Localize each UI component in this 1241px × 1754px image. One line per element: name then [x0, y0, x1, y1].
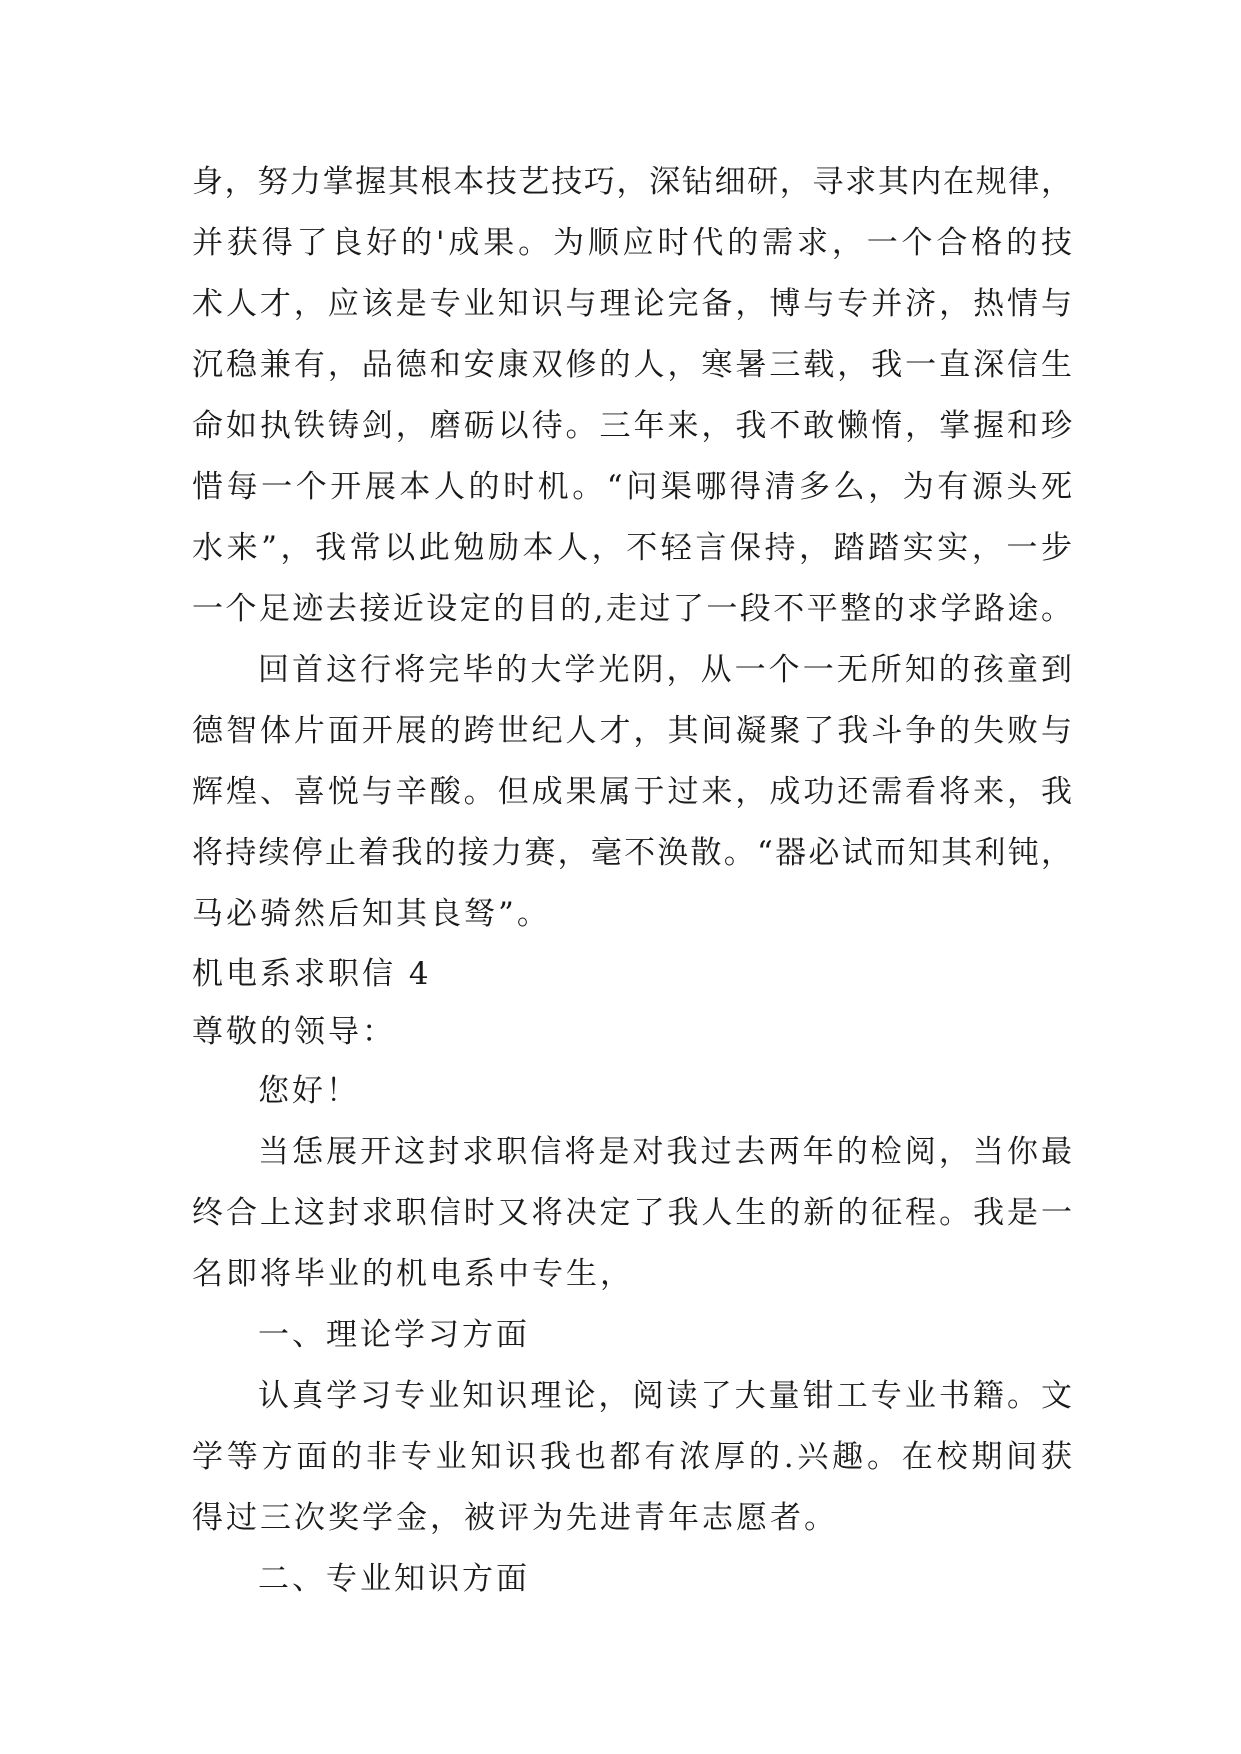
- text-line: 辉煌、喜悦与辛酸。但成果属于过来，成功还需看将来，我: [192, 774, 1072, 810]
- text-line: 身，努力掌握其根本技艺技巧，深钻细研，寻求其内在规律，: [192, 164, 1072, 200]
- text-line: 将持续停止着我的接力赛，毫不涣散。“器必试而知其利钝，: [192, 835, 1072, 871]
- text-line: 当恁展开这封求职信将是对我过去两年的检阅，当你最: [258, 1134, 1072, 1170]
- text-line: 沉稳兼有，品德和安康双修的人，寒暑三载，我一直深信生: [192, 347, 1072, 383]
- text-line: 德智体片面开展的跨世纪人才，其间凝聚了我斗争的失败与: [192, 713, 1072, 749]
- text-line: 得过三次奖学金，被评为先进青年志愿者。: [192, 1500, 838, 1536]
- text-line: 马必骑然后知其良驽”。: [192, 896, 551, 932]
- document-body: [192, 152, 1072, 1610]
- text-line: 术人才，应该是专业知识与理论完备，博与专并济，热情与: [192, 286, 1072, 322]
- text-line: 名即将毕业的机电系中专生，: [192, 1256, 634, 1292]
- text-line: 命如执铁铸剑，磨砺以待。三年来，我不敢懒惰，掌握和珍: [192, 408, 1072, 444]
- text-line: 并获得了良好的'成果。为顺应时代的需求，一个合格的技: [192, 225, 1072, 261]
- text-line: 一个足迹去接近设定的目的,走过了一段不平整的求学路途。: [192, 591, 1072, 627]
- section-heading: 一、理论学习方面: [258, 1317, 530, 1353]
- section-title: 机电系求职信 4: [192, 956, 432, 992]
- text-line: 终合上这封求职信时又将决定了我人生的新的征程。我是一: [192, 1195, 1072, 1231]
- text-line: 惜每一个开展本人的时机。“问渠哪得清多么，为有源头死: [192, 469, 1072, 505]
- text-line: 认真学习专业知识理论，阅读了大量钳工专业书籍。文: [258, 1378, 1072, 1414]
- text-line: 学等方面的非专业知识我也都有浓厚的.兴趣。在校期间获: [192, 1439, 1072, 1475]
- text-line: 回首这行将完毕的大学光阴，从一个一无所知的孩童到: [258, 652, 1072, 688]
- section-heading: 二、专业知识方面: [258, 1561, 530, 1597]
- greeting: 您好！: [258, 1073, 360, 1109]
- text-line: 水来”，我常以此勉励本人，不轻言保持，踏踏实实，一步: [192, 530, 1072, 566]
- salutation: 尊敬的领导：: [192, 1014, 396, 1050]
